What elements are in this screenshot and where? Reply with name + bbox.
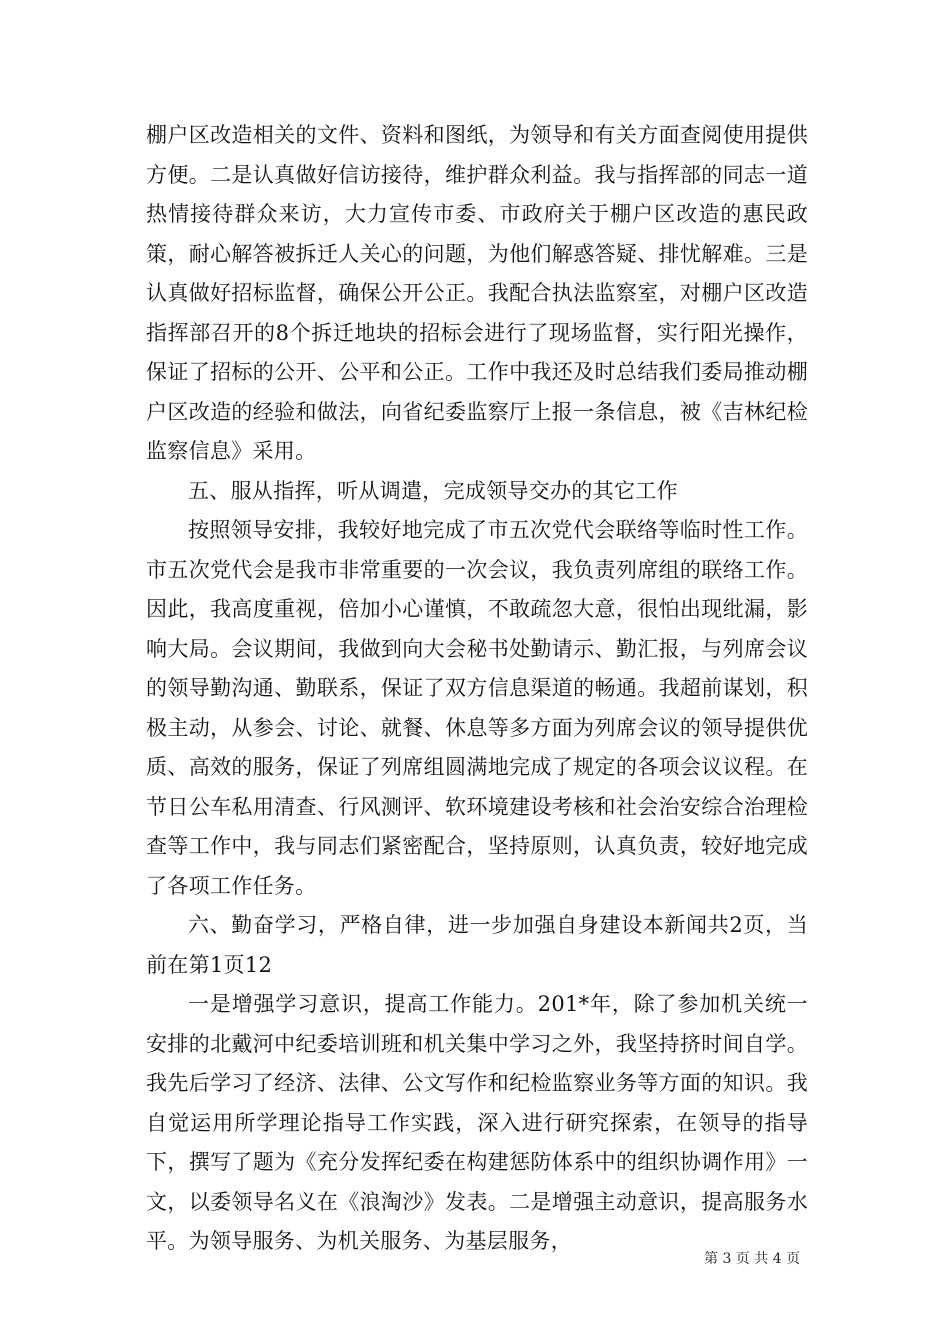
paragraph-shantytown-continued: 棚户区改造相关的文件、资料和图纸，为领导和有关方面查阅使用提供方便。二是认真做好信访接待，维护群众利益。我与指挥部的同志一道热情接待群众来访，大力宣传市委、市政府关于棚户区改造的惠民政策，耐心解答被拆迁人关心的问题，为他们解惑答疑、排忧解难。三是认真做好招标监督，确保公开公正。我配合执法监察室，对棚户区改造指挥部召开的8个拆迁地块的招标会进行了现场监督，实行阳光操作，保证了招标的公开、公平和公正。工作中我还及时总结我们委局推动棚户区改造的经验和做法，向省纪委监察厅上报一条信息，被《吉林纪检监察信息》采用。 <box>146 123 808 463</box>
document-body <box>146 116 808 1262</box>
section-heading-six: 六、勤奋学习，严格自律，进一步加强自身建设本新闻共2页，当前在第1页12 <box>146 913 808 977</box>
page-number-footer: 第 3 页 共 4 页 <box>704 1251 801 1267</box>
paragraph-study-awareness: 一是增强学习意识，提高工作能力。201*年，除了参加机关统一安排的北戴河中纪委培训班和机关集中学习之外，我坚持挤时间自学。我先后学习了经济、法律、公文写作和纪检监察业务等方面的知识。我自觉运用所学理论指导工作实践，深入进行研究探索，在领导的指导下，撰写了题为《充分发挥纪委在构建惩防体系中的组织协调作用》一文，以委领导名义在《浪淘沙》发表。二是增强主动意识，提高服务水平。为领导服务、为机关服务、为基层服务， <box>146 992 808 1253</box>
section-heading-five: 五、服从指挥，听从调遣，完成领导交办的其它工作 <box>188 478 678 503</box>
paragraph-party-congress: 按照领导安排，我较好地完成了市五次党代会联络等临时性工作。市五次党代会是我市非常重要的一次会议，我负责列席组的联络工作。因此，我高度重视，倍加小心谨慎，不敢疏忽大意，很怕出现纰漏，影响大局。会议期间，我做到向大会秘书处勤请示、勤汇报，与列席会议的领导勤沟通、勤联系，保证了双方信息渠道的畅通。我超前谋划，积极主动，从参会、讨论、就餐、休息等多方面为列席会议的领导提供优质、高效的服务，保证了列席组圆满地完成了规定的各项会议议程。在节日公车私用清查、行风测评、软环境建设考核和社会治安综合治理检查等工作中，我与同志们紧密配合，坚持原则，认真负责，较好地完成了各项工作任务。 <box>146 518 808 898</box>
